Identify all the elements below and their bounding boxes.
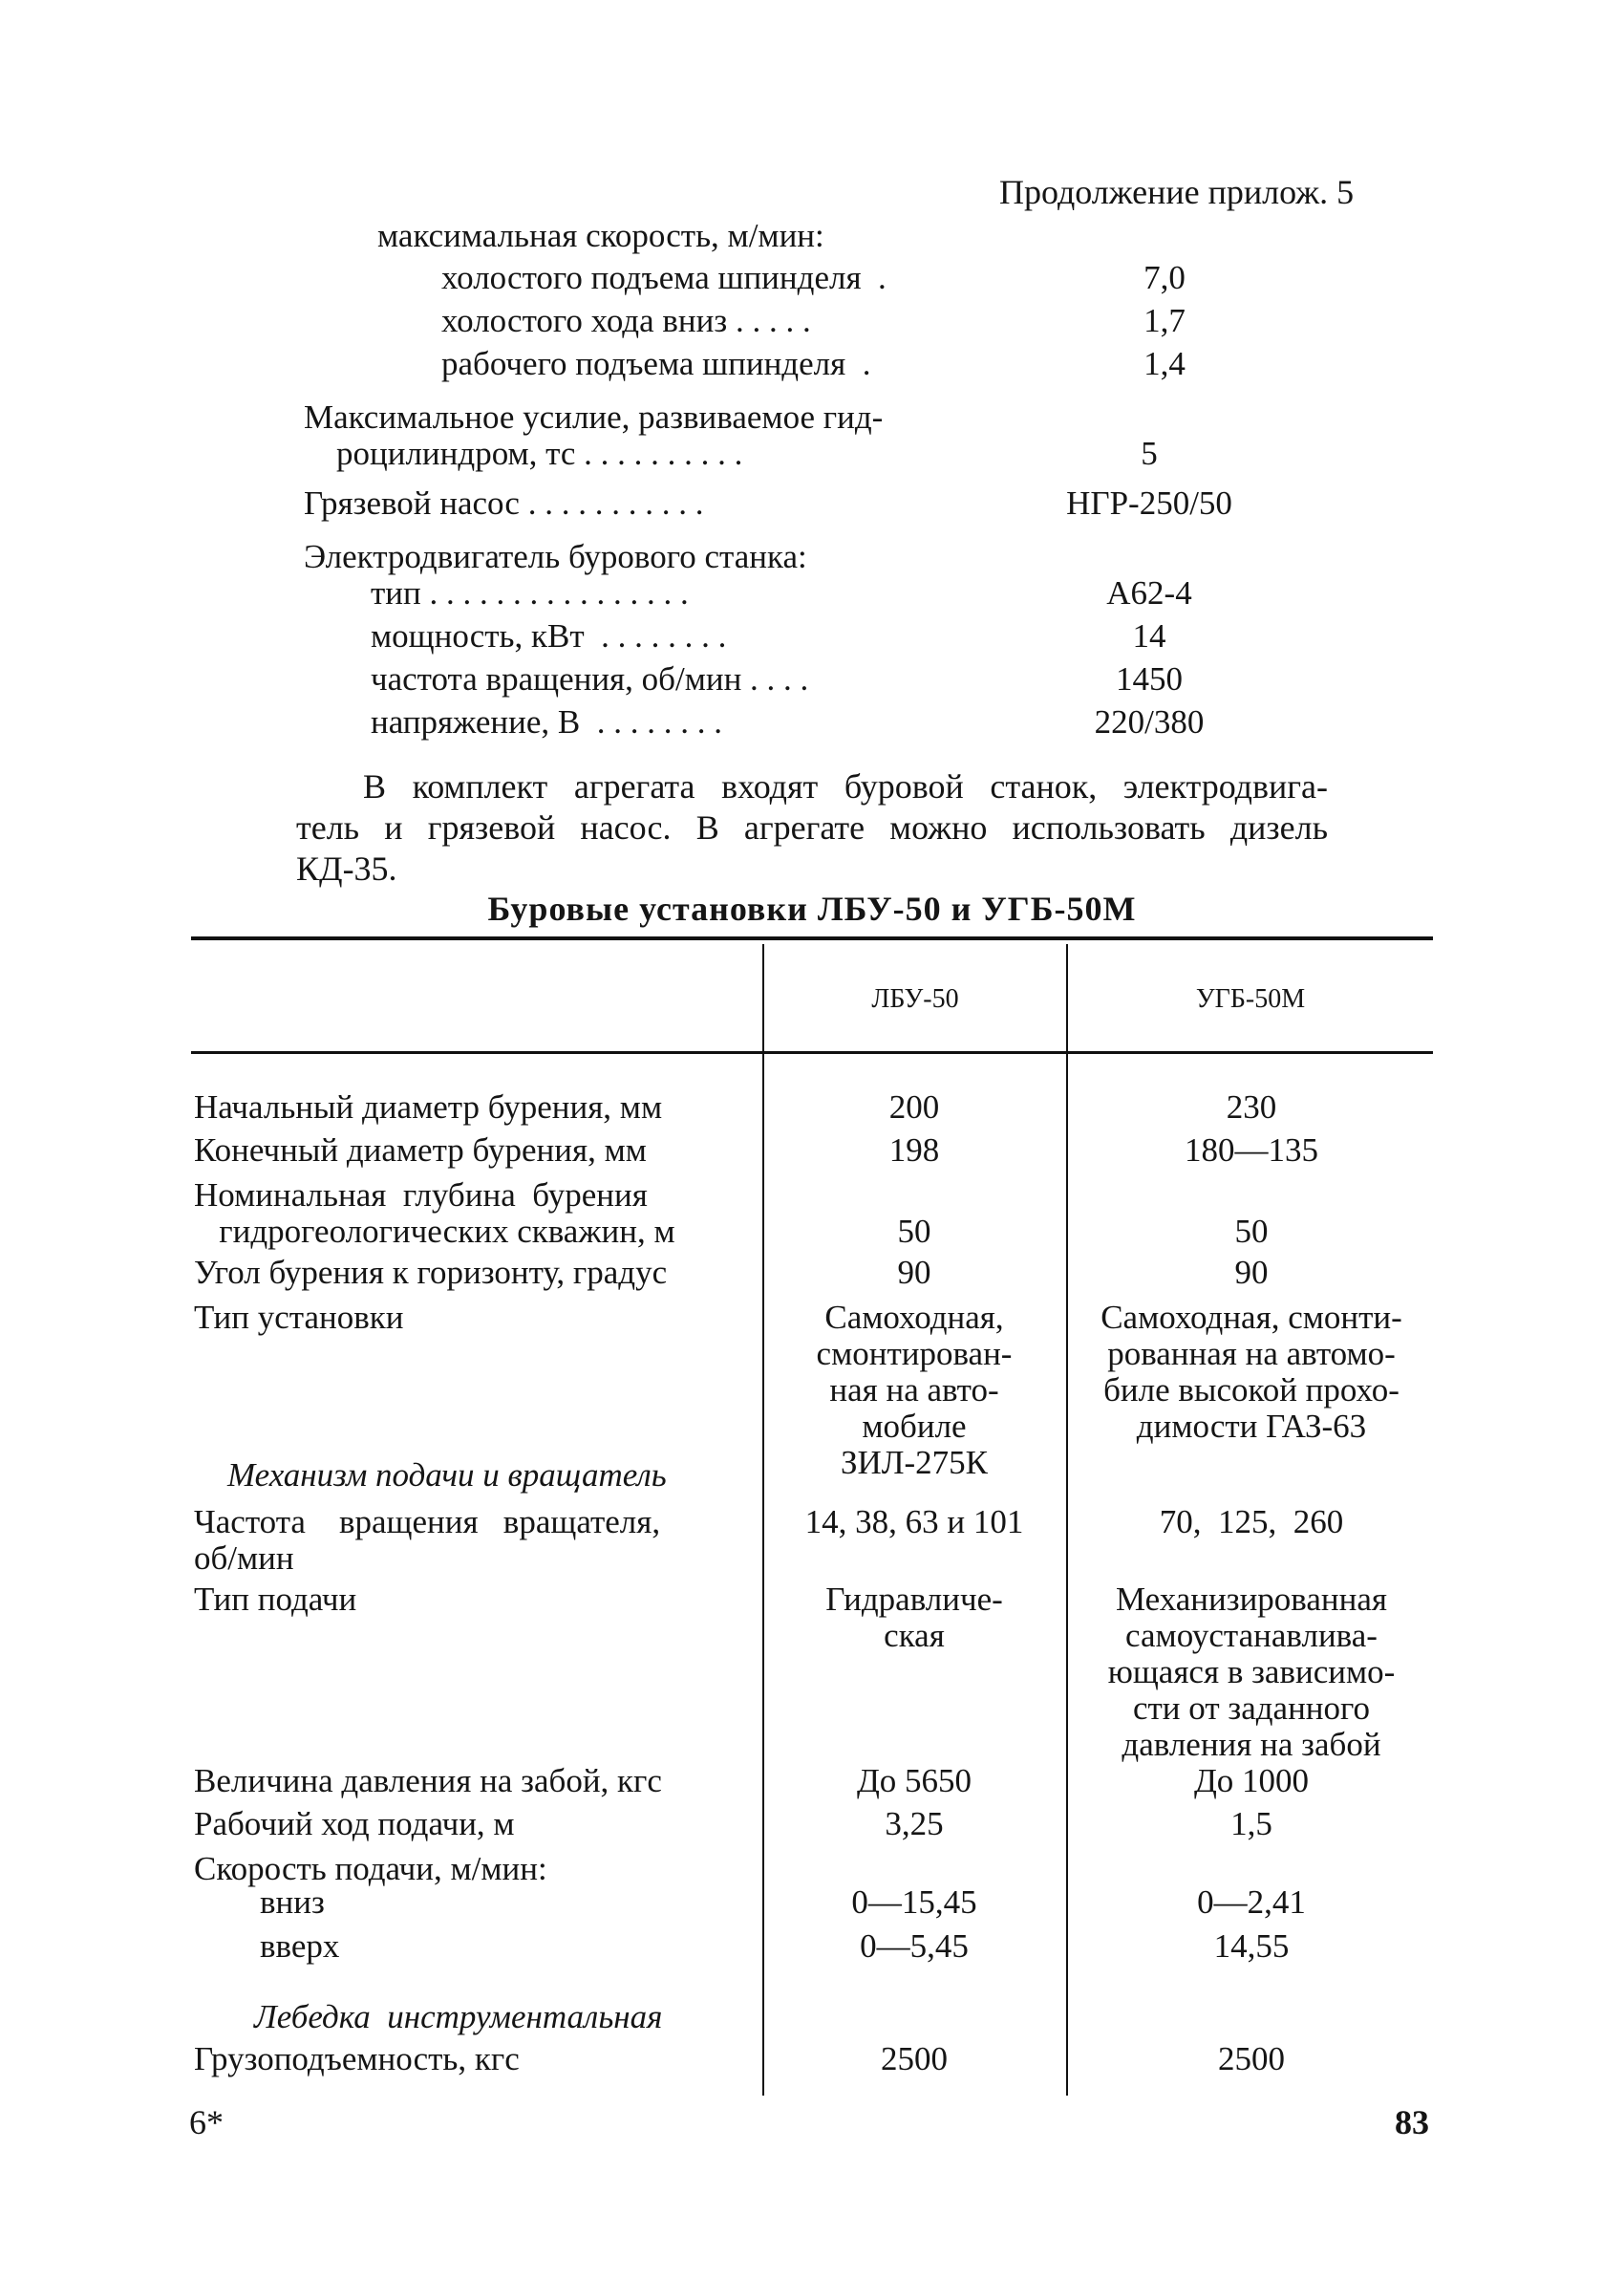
spec-label: холостого хода вниз . . . . . [441, 302, 811, 339]
spec-label: частота вращения, об/мин . . . . [371, 660, 809, 698]
table-row-label: вверх [260, 1927, 340, 1965]
column-header-lbu: ЛБУ-50 [871, 984, 959, 1014]
table-cell-lbu: 0—15,45 [851, 1883, 977, 1921]
column-divider [762, 944, 764, 2096]
spec-label: мощность, кВт . . . . . . . . [371, 617, 727, 655]
spec-value: А62-4 [1106, 574, 1192, 612]
signature-mark: 6* [189, 2103, 224, 2141]
table-row-label: Тип установки [194, 1299, 404, 1336]
spec-label: холостого подъема шпинделя . [441, 259, 887, 296]
table-cell-ugb: 50 [1234, 1213, 1269, 1250]
spec-label: рабочего подъема шпинделя . [441, 345, 871, 382]
spec-value: НГР-250/50 [1066, 484, 1232, 522]
table-cell-ugb: 70, 125, 260 [1159, 1503, 1344, 1540]
table-cell-ugb: 180—135 [1185, 1131, 1318, 1169]
body-paragraph [296, 766, 1328, 890]
table-row-label: Угол бурения к горизонту, градус [194, 1254, 668, 1291]
table-cell-lbu: 2500 [881, 2040, 948, 2077]
table-cell-ugb: 14,55 [1213, 1927, 1290, 1965]
table-cell-lbu: Самоходная, смонтирован- ная на авто- мобиле ЗИЛ-275К [816, 1299, 1013, 1481]
column-header-ugb: УГБ-50М [1195, 984, 1306, 1014]
paragraph-line: тель и грязевой насос. В агрегате можно использовать дизель [296, 808, 1328, 847]
table-cell-ugb: 1,5 [1230, 1805, 1272, 1842]
spec-label: Грязевой насос . . . . . . . . . . . [304, 484, 704, 522]
table-cell-lbu: 90 [897, 1254, 931, 1291]
table-row-label: Конечный диаметр бурения, мм [194, 1131, 647, 1169]
table-cell-lbu: 3,25 [885, 1805, 944, 1842]
spec-label: Электродвигатель бурового станка: [304, 538, 807, 575]
table-cell-lbu: Гидравличе- ская [825, 1581, 1003, 1654]
table-row-label: Грузоподъемность, кгс [194, 2040, 520, 2077]
spec-label: Максимальное усилие, развиваемое гид- [304, 398, 884, 436]
table-row-label: Скорость подачи, м/мин: [194, 1850, 547, 1887]
table-cell-lbu: 50 [897, 1213, 931, 1250]
table-cell-ugb: 90 [1234, 1254, 1269, 1291]
paragraph-line: В комплект агрегата входят буровой станок, электродвига- [363, 767, 1328, 806]
table-row-label: Частота вращения вращателя, об/мин [194, 1503, 661, 1577]
spec-value: 1,7 [1143, 302, 1186, 339]
table-row-label: Номинальная глубина бурения гидрогеологических скважин, м [194, 1176, 675, 1250]
table-row-label: Рабочий ход подачи, м [194, 1805, 515, 1842]
table-cell-ugb: 2500 [1218, 2040, 1285, 2077]
spec-label: роцилиндром, тс . . . . . . . . . . [336, 435, 743, 472]
spec-value: 14 [1132, 617, 1166, 655]
table-row-label: Величина давления на забой, кгс [194, 1762, 662, 1799]
table-title: Буровые установки ЛБУ-50 и УГБ-50М [487, 890, 1137, 928]
table-cell-ugb: 230 [1226, 1088, 1277, 1126]
table-row-label: Начальный диаметр бурения, мм [194, 1088, 663, 1126]
table-cell-ugb: До 1000 [1193, 1762, 1310, 1799]
table-cell-ugb: Самоходная, смонти- рованная на автомо- биле высокой прохо- димости ГАЗ-63 [1100, 1299, 1402, 1445]
spec-value: 7,0 [1143, 259, 1186, 296]
continuation-note: Продолжение прилож. 5 [999, 173, 1355, 211]
spec-value: 1,4 [1143, 345, 1186, 382]
table-row-label: вниз [260, 1883, 325, 1921]
table-cell-lbu: 14, 38, 63 и 101 [804, 1503, 1024, 1540]
spec-value: 1450 [1116, 660, 1183, 698]
spec-label: максимальная скорость, м/мин: [377, 217, 824, 254]
spec-label: тип . . . . . . . . . . . . . . . . [371, 574, 689, 612]
table-section-heading: Механизм подачи и вращатель [227, 1456, 667, 1494]
spec-value: 5 [1141, 435, 1158, 472]
table-section-heading: Лебедка инструментальная [254, 1998, 663, 2035]
paragraph-line: КД-35. [296, 850, 397, 888]
table-cell-lbu: 198 [888, 1131, 940, 1169]
table-cell-lbu: 200 [888, 1088, 940, 1126]
spec-label: напряжение, В . . . . . . . . [371, 703, 722, 741]
table-cell-lbu: 0—5,45 [860, 1927, 969, 1965]
table-cell-ugb: Механизированная самоустанавлива- ющаяся в зависимо- сти от заданного давления на забой [1107, 1581, 1396, 1763]
table-top-rule [191, 936, 1433, 940]
table-cell-lbu: До 5650 [856, 1762, 972, 1799]
spec-value: 220/380 [1094, 703, 1205, 741]
table-row-label: Тип подачи [194, 1581, 357, 1618]
table-cell-ugb: 0—2,41 [1197, 1883, 1306, 1921]
page-number: 83 [1395, 2103, 1429, 2141]
table-header-rule [191, 1051, 1433, 1054]
